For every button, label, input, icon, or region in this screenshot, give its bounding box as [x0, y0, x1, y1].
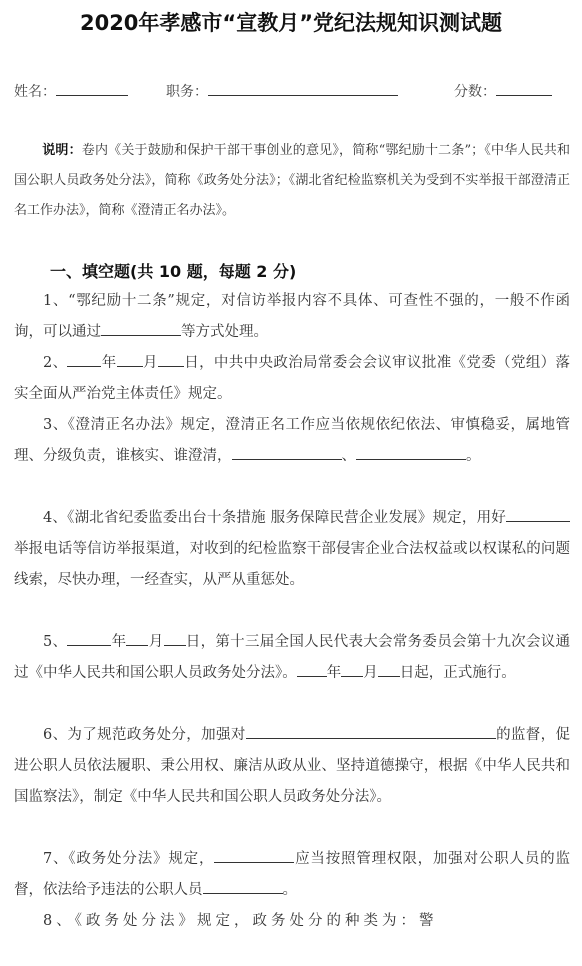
- q5-month-label-2: 月: [363, 665, 378, 681]
- q5-blank-day-2[interactable]: [378, 661, 400, 677]
- q5-text-end: 日起，正式施行。: [399, 665, 516, 681]
- question-1: [14, 286, 570, 348]
- position-field: [166, 79, 398, 101]
- question-8: [14, 906, 570, 937]
- q4-blank[interactable]: [506, 506, 570, 522]
- q5-year-label: 年: [111, 634, 127, 650]
- q5-blank-month-2[interactable]: [341, 661, 363, 677]
- info-row: [14, 79, 570, 103]
- q7-blank-2[interactable]: [203, 878, 283, 894]
- score-blank[interactable]: [496, 79, 552, 96]
- position-blank[interactable]: [208, 79, 398, 96]
- question-3: [14, 410, 570, 472]
- q4-text-end: 举报电话等信访举报渠道，对收到的纪检监察干部侵害企业合法权益或以权谋私的问题线索，尽快办理，一经查实，从严从重惩处。: [14, 541, 570, 588]
- position-label: 职务：: [166, 84, 208, 100]
- q7-text-end: 。: [282, 882, 297, 898]
- q3-blank-2[interactable]: [356, 444, 466, 460]
- q5-blank-year[interactable]: [67, 630, 111, 646]
- note-text: 卷内《关于鼓励和保护干部干事创业的意见》，简称“鄂纪励十二条”；《中华人民共和国公职人员政务处分法》，简称《政务处分法》；《湖北省纪检监察机关为受到不实举报干部澄清正名工作办法》，简称《澄清正名办法》。: [14, 143, 570, 218]
- q1-text-end: 等方式处理。: [181, 324, 268, 340]
- question-5: [14, 627, 570, 689]
- q2-text-end: 日，中共中央政治局常委会会议审议批准《党委（党组）落实全面从严治党主体责任》规定。: [14, 355, 571, 402]
- note-label: 说明：: [42, 143, 82, 158]
- q2-blank-year[interactable]: [67, 351, 101, 367]
- q2-text: 2、: [43, 355, 68, 371]
- name-blank[interactable]: [56, 79, 128, 96]
- score-field: [454, 79, 552, 101]
- q3-sep: 、: [341, 448, 356, 464]
- instructions-note: [14, 136, 570, 226]
- q5-year-label-2: 年: [326, 665, 342, 681]
- name-field: [14, 79, 128, 101]
- q5-blank-month[interactable]: [126, 630, 148, 646]
- q5-text: 5、: [43, 634, 68, 650]
- q5-text-mid: 日，第十三届全国人民代表大会常务委员会第十九次会议通过《中华人民共和国公职人员政务处分法》。: [14, 634, 571, 681]
- q7-text-mid: 应当按照管理权限，加强对公职人员的监督，依法给予违法的公职人员: [14, 851, 570, 898]
- score-label: 分数：: [454, 84, 496, 100]
- q3-blank-1[interactable]: [232, 444, 342, 460]
- question-7: [14, 844, 570, 906]
- q3-text-end: 。: [466, 448, 481, 464]
- q2-year-label: 年: [101, 355, 117, 371]
- q3-text: 3、《澄清正名办法》规定，澄清正名工作应当依规依纪依法、审慎稳妥，属地管理、分级负责，谁核实、谁澄清，: [14, 417, 570, 464]
- q6-blank[interactable]: [246, 723, 496, 739]
- question-6: [14, 720, 570, 813]
- q2-blank-day[interactable]: [158, 351, 184, 367]
- q5-blank-year-2[interactable]: [297, 661, 327, 677]
- question-4: [14, 503, 570, 596]
- q4-text: 4、《湖北省纪委监委出台十条措施 服务保障民营企业发展》规定，用好: [43, 510, 506, 526]
- q6-text: 6、为了规范政务处分，加强对: [43, 727, 246, 743]
- q7-blank-1[interactable]: [214, 847, 294, 863]
- q6-text-end: 的监督，促进公职人员依法履职、秉公用权、廉洁从政从业、坚持道德操守，根据《中华人民共和国监察法》，制定《中华人民共和国公职人员政务处分法》。: [14, 727, 570, 805]
- q2-blank-month[interactable]: [117, 351, 143, 367]
- q1-text: 1、“鄂纪励十二条”规定，对信访举报内容不具体、可查性不强的，一般不作函询，可以通过: [14, 293, 570, 340]
- q5-blank-day[interactable]: [164, 630, 186, 646]
- name-label: 姓名：: [14, 84, 56, 100]
- q5-month-label: 月: [148, 634, 164, 650]
- q7-text: 7、《政务处分法》规定，: [43, 851, 215, 867]
- section-title: 一、填空题(共 10 题，每题 2 分): [50, 262, 297, 281]
- page-title: 2020年孝感市“宣教月”党纪法规知识测试题: [79, 11, 503, 35]
- question-2: [14, 348, 570, 410]
- q8-text: 8、《政务处分法》规定，政务处分的种类为：警: [43, 913, 438, 929]
- q2-month-label: 月: [142, 355, 158, 371]
- q1-blank[interactable]: [101, 320, 181, 336]
